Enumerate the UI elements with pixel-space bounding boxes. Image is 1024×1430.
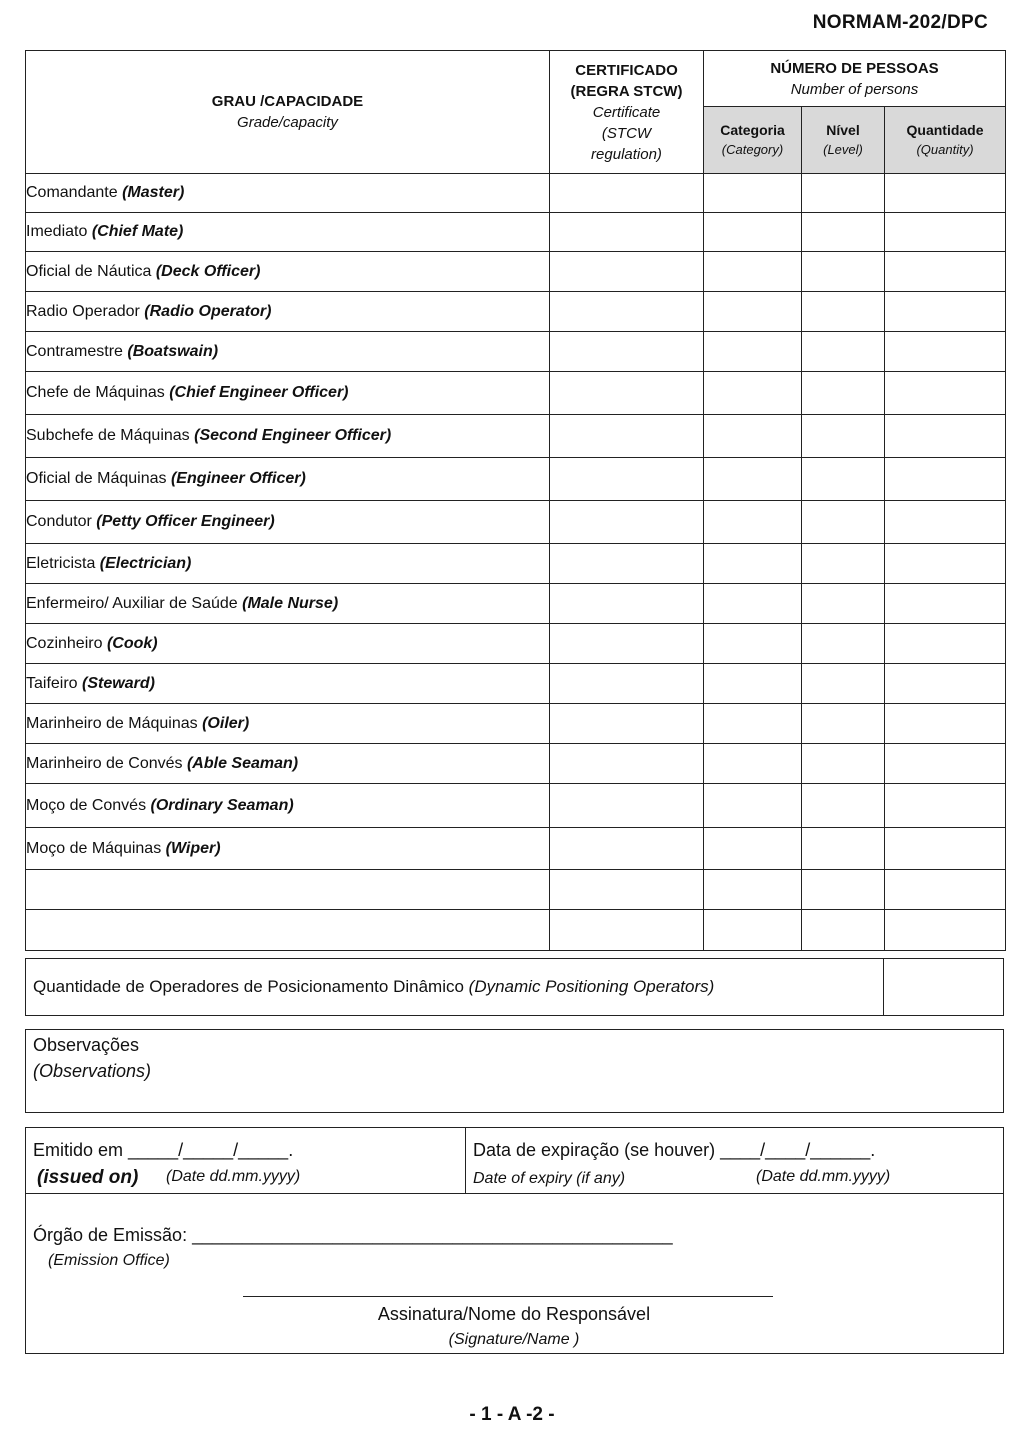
category-cell[interactable] xyxy=(704,584,802,624)
role-label-pt: Oficial de Máquinas xyxy=(26,470,171,487)
role-label-en: (Steward) xyxy=(82,674,155,692)
table-row xyxy=(26,458,1006,501)
issue-divider-horizontal xyxy=(26,1193,1003,1194)
role-label-pt: Taifeiro xyxy=(26,674,83,692)
certificate-cell[interactable] xyxy=(550,292,704,332)
certificate-cell[interactable] xyxy=(550,415,704,458)
table-row xyxy=(26,910,1006,951)
role-cell xyxy=(26,174,550,213)
role-cell xyxy=(26,252,550,292)
observations-box[interactable] xyxy=(25,1029,1004,1113)
level-cell[interactable] xyxy=(802,252,885,292)
role-cell xyxy=(26,744,550,784)
table-row xyxy=(26,664,1006,704)
category-header-pt: Categoria xyxy=(720,122,785,138)
certificate-cell[interactable] xyxy=(550,213,704,252)
certificate-cell[interactable] xyxy=(550,664,704,704)
role-label-en: (Petty Officer Engineer) xyxy=(96,513,275,530)
role-label-en: (Boatswain) xyxy=(127,342,219,360)
emission-office-en: (Emission Office) xyxy=(48,1252,170,1269)
category-cell[interactable] xyxy=(704,744,802,784)
certificate-cell[interactable] xyxy=(550,501,704,544)
role-label-pt: Radio Operador xyxy=(26,302,145,320)
certificate-header-en-3: regulation) xyxy=(591,145,662,163)
dp-operators-label xyxy=(33,977,714,997)
role-label-en: (Ordinary Seaman) xyxy=(150,796,294,814)
certificate-cell[interactable] xyxy=(550,870,704,910)
quantity-cell[interactable] xyxy=(885,501,1006,544)
role-label-pt: Contramestre xyxy=(26,342,128,360)
category-cell[interactable] xyxy=(704,458,802,501)
quantity-cell[interactable] xyxy=(885,252,1006,292)
category-cell[interactable] xyxy=(704,292,802,332)
emission-office-field[interactable]: Órgão de Emissão: ________________________________________________ xyxy=(33,1225,673,1245)
role-label-pt: Chefe de Máquinas xyxy=(26,384,170,401)
category-header xyxy=(704,107,802,174)
role-label-en: (Wiper) xyxy=(165,839,221,857)
certificate-cell[interactable] xyxy=(550,704,704,744)
quantity-cell[interactable] xyxy=(885,372,1006,415)
page-number: - 1 - A -2 - xyxy=(469,1404,555,1425)
table-row xyxy=(26,292,1006,332)
role-label-en: (Electrician) xyxy=(99,554,192,572)
expiry-date-en: Date of expiry (if any) xyxy=(473,1170,626,1187)
certificate-cell[interactable] xyxy=(550,332,704,372)
certificate-cell[interactable] xyxy=(550,458,704,501)
dp-operators-quantity-cell[interactable] xyxy=(883,959,1003,1015)
role-label-pt: Marinheiro de Máquinas xyxy=(26,714,203,732)
role-cell xyxy=(26,584,550,624)
category-cell[interactable] xyxy=(704,704,802,744)
table-row xyxy=(26,213,1006,252)
document-code: NORMAM-202/DPC xyxy=(812,12,988,33)
level-cell[interactable] xyxy=(802,501,885,544)
quantity-cell[interactable] xyxy=(885,664,1006,704)
category-cell[interactable] xyxy=(704,664,802,704)
role-cell xyxy=(26,332,550,372)
level-cell[interactable] xyxy=(802,664,885,704)
level-cell[interactable] xyxy=(802,458,885,501)
level-cell[interactable] xyxy=(802,174,885,213)
level-cell[interactable] xyxy=(802,213,885,252)
role-cell xyxy=(26,664,550,704)
quantity-header xyxy=(885,107,1006,174)
certificate-cell[interactable] xyxy=(550,624,704,664)
certificate-cell[interactable] xyxy=(550,252,704,292)
table-row xyxy=(26,828,1006,870)
role-label-en: (Cook) xyxy=(106,634,158,652)
expiry-date-field[interactable]: Data de expiração (se houver) ____/____/______. xyxy=(473,1140,876,1160)
role-rows xyxy=(26,174,1006,951)
role-label-pt: Comandante xyxy=(26,184,123,201)
persons-header-en: Number of persons xyxy=(790,80,919,98)
signature-label-en: (Signature/Name ) xyxy=(448,1331,580,1348)
category-header-en: (Category) xyxy=(721,142,784,157)
table-row xyxy=(26,332,1006,372)
role-cell xyxy=(26,910,550,951)
signature-label-pt: Assinatura/Nome do Responsável xyxy=(377,1304,651,1324)
role-label-en: (Engineer Officer) xyxy=(170,470,306,487)
dp-operators-label-en: (Dynamic Positioning Operators) xyxy=(468,977,715,996)
quantity-cell[interactable] xyxy=(885,174,1006,213)
certificate-header-pt-2: (REGRA STCW) xyxy=(570,82,683,100)
level-header xyxy=(802,107,885,174)
level-cell[interactable] xyxy=(802,292,885,332)
certificate-cell[interactable] xyxy=(550,828,704,870)
level-cell[interactable] xyxy=(802,624,885,664)
level-cell[interactable] xyxy=(802,784,885,828)
table-row xyxy=(26,584,1006,624)
quantity-cell[interactable] xyxy=(885,870,1006,910)
signature-line[interactable] xyxy=(243,1296,773,1297)
persons-header xyxy=(704,51,1006,107)
role-label-pt: Eletricista xyxy=(26,554,100,572)
level-cell[interactable] xyxy=(802,870,885,910)
role-cell xyxy=(26,458,550,501)
role-label-pt: Condutor xyxy=(26,513,97,530)
quantity-header-en: (Quantity) xyxy=(916,142,974,157)
category-cell[interactable] xyxy=(704,624,802,664)
role-cell xyxy=(26,870,550,910)
role-label-pt: Subchefe de Máquinas xyxy=(26,427,195,444)
role-label-en: (Chief Engineer Officer) xyxy=(169,384,349,401)
level-cell[interactable] xyxy=(802,584,885,624)
role-label-pt: Moço de Máquinas xyxy=(26,839,166,857)
level-cell[interactable] xyxy=(802,704,885,744)
certificate-header-pt-1: CERTIFICADO xyxy=(575,61,678,79)
role-cell xyxy=(26,828,550,870)
level-cell[interactable] xyxy=(802,332,885,372)
table-row xyxy=(26,624,1006,664)
quantity-cell[interactable] xyxy=(885,784,1006,828)
certificate-cell[interactable] xyxy=(550,372,704,415)
certificate-cell[interactable] xyxy=(550,744,704,784)
role-label-en: (Deck Officer) xyxy=(155,262,261,280)
role-label-en: (Oiler) xyxy=(202,714,250,732)
role-cell xyxy=(26,784,550,828)
role-label-en: (Chief Mate) xyxy=(91,223,184,240)
crew-table xyxy=(25,50,1006,951)
grade-header xyxy=(26,51,550,174)
quantity-cell[interactable] xyxy=(885,624,1006,664)
level-header-en: (Level) xyxy=(823,142,863,157)
quantity-cell[interactable] xyxy=(885,584,1006,624)
role-cell xyxy=(26,544,550,584)
role-label-en: (Master) xyxy=(122,184,185,201)
table-row xyxy=(26,704,1006,744)
table-row xyxy=(26,544,1006,584)
category-cell[interactable] xyxy=(704,213,802,252)
role-cell xyxy=(26,292,550,332)
quantity-cell[interactable] xyxy=(885,458,1006,501)
quantity-cell[interactable] xyxy=(885,213,1006,252)
certificate-header-en-1: Certificate xyxy=(592,103,661,121)
category-cell[interactable] xyxy=(704,332,802,372)
category-cell[interactable] xyxy=(704,544,802,584)
table-row xyxy=(26,372,1006,415)
role-label-en: (Second Engineer Officer) xyxy=(194,427,392,444)
role-label-en: (Radio Operator) xyxy=(144,302,272,320)
persons-header-pt: NÚMERO DE PESSOAS xyxy=(770,59,939,77)
category-cell[interactable] xyxy=(704,252,802,292)
category-cell[interactable] xyxy=(704,910,802,951)
issued-on-format: (Date dd.mm.yyyy) xyxy=(166,1168,301,1185)
level-cell[interactable] xyxy=(802,744,885,784)
category-cell[interactable] xyxy=(704,828,802,870)
category-cell[interactable] xyxy=(704,372,802,415)
role-label-pt: Oficial de Náutica xyxy=(26,262,156,280)
quantity-cell[interactable] xyxy=(885,544,1006,584)
quantity-cell[interactable] xyxy=(885,292,1006,332)
level-cell[interactable] xyxy=(802,828,885,870)
role-label-pt: Moço de Convés xyxy=(26,796,151,814)
level-cell[interactable] xyxy=(802,415,885,458)
category-cell[interactable] xyxy=(704,415,802,458)
level-cell[interactable] xyxy=(802,544,885,584)
role-label-pt: Imediato xyxy=(26,223,92,240)
certificate-cell[interactable] xyxy=(550,910,704,951)
role-label-pt: Cozinheiro xyxy=(26,634,107,652)
table-row xyxy=(26,784,1006,828)
table-row xyxy=(26,252,1006,292)
role-cell xyxy=(26,372,550,415)
observations-label-en: (Observations) xyxy=(33,1061,152,1081)
certificate-cell[interactable] xyxy=(550,544,704,584)
level-header-pt: Nível xyxy=(826,122,860,138)
quantity-cell[interactable] xyxy=(885,415,1006,458)
level-cell[interactable] xyxy=(802,372,885,415)
certificate-cell[interactable] xyxy=(550,584,704,624)
observations-label-pt: Observações xyxy=(33,1035,140,1055)
quantity-cell[interactable] xyxy=(885,704,1006,744)
dp-operators-label-pt: Quantidade de Operadores de Posicionamento Dinâmico xyxy=(33,977,469,996)
issue-box xyxy=(25,1127,1004,1354)
quantity-cell[interactable] xyxy=(885,828,1006,870)
table-row xyxy=(26,501,1006,544)
quantity-cell[interactable] xyxy=(885,744,1006,784)
expiry-date-format: (Date dd.mm.yyyy) xyxy=(756,1168,891,1185)
certificate-header-en-2: (STCW xyxy=(601,124,652,142)
issue-divider-vertical xyxy=(465,1128,466,1193)
issued-on-field[interactable]: Emitido em _____/_____/_____. xyxy=(33,1140,294,1160)
quantity-cell[interactable] xyxy=(885,910,1006,951)
table-row xyxy=(26,870,1006,910)
grade-header-en: Grade/capacity xyxy=(237,114,338,131)
role-cell xyxy=(26,415,550,458)
role-label-pt: Marinheiro de Convés xyxy=(26,754,187,772)
role-cell xyxy=(26,213,550,252)
issued-on-en: (issued on) xyxy=(37,1167,139,1188)
category-cell[interactable] xyxy=(704,501,802,544)
grade-header-pt: GRAU /CAPACIDADE xyxy=(211,93,364,110)
role-cell xyxy=(26,704,550,744)
category-cell[interactable] xyxy=(704,784,802,828)
role-label-en: (Male Nurse) xyxy=(242,594,339,612)
role-cell xyxy=(26,624,550,664)
dp-operators-box xyxy=(25,958,1004,1016)
certificate-cell[interactable] xyxy=(550,784,704,828)
quantity-header-pt: Quantidade xyxy=(906,122,984,138)
role-label-en: (Able Seaman) xyxy=(186,754,299,772)
role-cell xyxy=(26,501,550,544)
role-label-pt: Enfermeiro/ Auxiliar de Saúde xyxy=(26,594,243,612)
level-cell[interactable] xyxy=(802,910,885,951)
table-row xyxy=(26,415,1006,458)
table-row xyxy=(26,744,1006,784)
certificate-header xyxy=(550,51,704,174)
category-cell[interactable] xyxy=(704,174,802,213)
table-row xyxy=(26,174,1006,213)
quantity-cell[interactable] xyxy=(885,332,1006,372)
certificate-cell[interactable] xyxy=(550,174,704,213)
category-cell[interactable] xyxy=(704,870,802,910)
